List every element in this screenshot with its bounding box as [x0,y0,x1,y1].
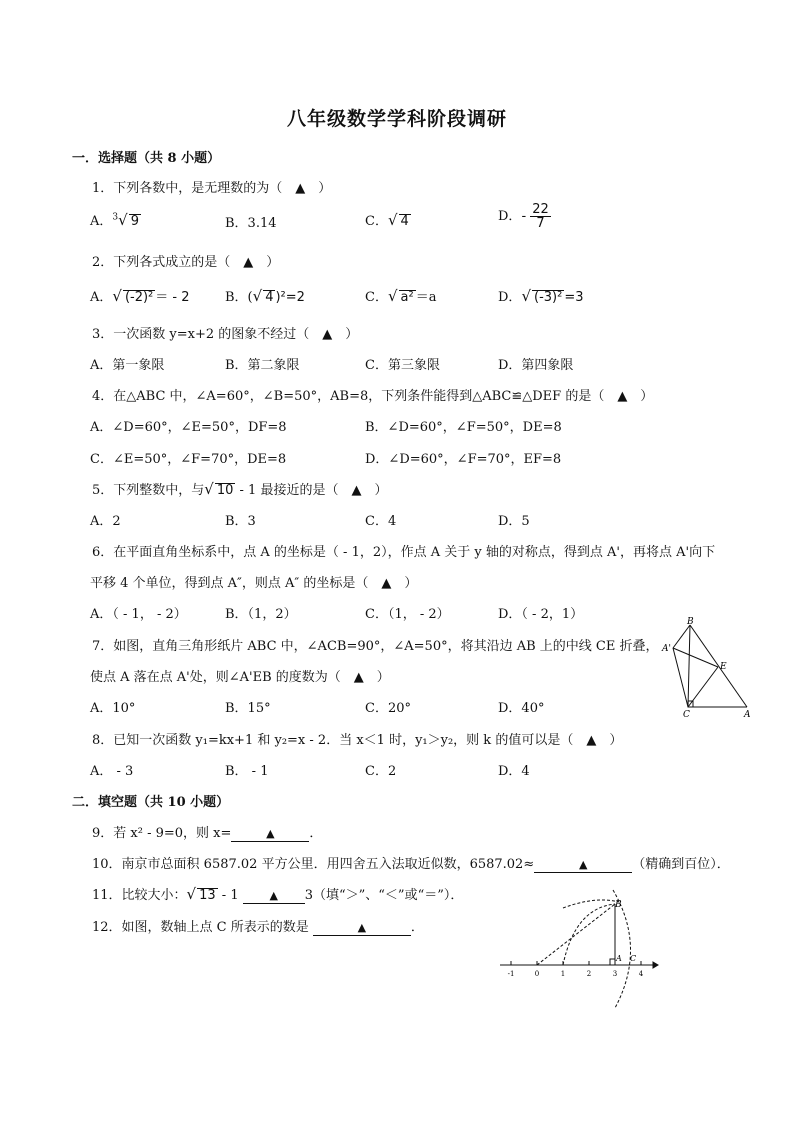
q7-option-b: B．15° [225,701,271,716]
q8-option-b: B． - 1 [225,764,269,779]
q2-option-b: B．(√ 4 )²=2 [225,287,305,305]
q3-option-b: B．第二象限 [225,358,300,373]
question-2-stem: 2．下列各式成立的是（ ▲ ） [92,255,280,270]
tick-label: 2 [586,970,592,978]
q7-option-d: D．40° [498,701,545,716]
label-b: B [615,900,622,910]
answer-blank[interactable]: ▲ [534,858,632,873]
q5-option-c: C．4 [365,514,397,529]
question-12: 12．如图，数轴上点 C 所表示的数是 ▲ ． [92,920,424,935]
q4-option-a: A．∠D=60°，∠E=50°，DF=8 [90,420,287,435]
radicand: 4 [400,214,409,229]
q8-option-c: C．2 [365,764,397,779]
q4-option-b: B．∠D=60°，∠F=50°，DE=8 [365,420,562,435]
question-1-stem: 1．下列各数中，是无理数的为（ ▲ ） [92,181,332,196]
question-4-stem: 4．在△ABC 中，∠A=60°，∠B=50°，AB=8，下列条件能得到△ABC≌△DEF 的是（ ▲ ） [92,389,654,404]
question-5-stem: 5．下列整数中，与√ 10 - 1 最接近的是（ ▲ ） [92,480,388,498]
label-e: E [720,662,727,672]
q1-option-c: C．√ 4 [365,211,409,229]
label-a: A [744,710,751,720]
q3-option-d: D．第四象限 [498,358,574,373]
q6-option-d: D．（ - 2，1） [498,607,584,622]
q1-option-a: A．$^3$√ 9 [90,211,139,229]
q1-option-b: B．3.14 [225,216,277,231]
edge-a1b [673,625,690,648]
question-6-line1: 6．在平面直角坐标系中，点 A 的坐标是（ - 1，2），作点 A 关于 y 轴的对称点，得到点 A'，再将点 A'向下 [92,545,716,560]
q8-option-a: A． - 3 [90,764,134,779]
q5-option-d: D．5 [498,514,530,529]
label-c: C [630,954,637,963]
tick-label: 0 [534,970,540,978]
q6-option-b: B．（1，2） [225,607,297,622]
tick-label: 1 [560,970,566,978]
q2-option-d: D．√ (-3)² =3 [498,287,584,305]
right-angle-mark [610,959,615,965]
edge-a1e [673,648,718,667]
section-fill-heading: 二．填空题（共 10 小题） [72,795,230,810]
tick-label: 3 [612,970,618,978]
q5-option-b: B．3 [225,514,256,529]
label-b: B [687,617,694,627]
radicand: 9 [130,214,139,229]
arc-2 [563,900,619,908]
answer-blank[interactable]: ▲ [243,889,305,904]
question-7-line2: 使点 A 落在点 A'处，则∠A'EB 的度数为（ ▲ ） [90,670,390,685]
q2-option-c: C．√ a² ＝a [365,287,437,305]
q2-option-a: A．√ (-2)² ＝ - 2 [90,287,190,305]
edge-ba [690,625,747,707]
q6-option-a: A．（ - 1， - 2） [90,607,187,622]
label-a: A [616,954,622,963]
question-9: 9．若 x² - 9=0，则 x= ▲ ． [92,826,323,841]
q3-option-a: A．第一象限 [90,358,165,373]
q4-option-d: D．∠D=60°，∠F=70°，EF=8 [365,452,562,467]
segment-ob [537,904,615,965]
q12-number-line-figure [495,888,660,1013]
question-6-line2: 平移 4 个单位，得到点 A″，则点 A″ 的坐标是（ ▲ ） [90,576,418,591]
section-choice-heading: 一．选择题（共 8 小题） [72,151,221,166]
question-10: 10．南京市总面积 6587.02 平方公里．用四舍五入法取近似数，6587.02≈ ▲ （精确到百位）． [92,857,730,872]
edge-bc [688,625,690,707]
page-title: 八年级数学学科阶段调研 [286,108,507,130]
label-c: C [683,710,690,720]
q7-option-a: A．10° [90,701,136,716]
q5-option-a: A．2 [90,514,121,529]
tick-label: -1 [507,970,515,978]
answer-blank[interactable]: ▲ [313,921,411,936]
question-7-line1: 7．如图，直角三角形纸片 ABC 中，∠ACB=90°，∠A=50°，将其沿边 AB 上的中线 CE 折叠， [92,639,659,654]
fraction: $\frac{22}{7}$ [532,202,549,231]
tick-label: 4 [638,970,644,978]
q8-option-d: D．4 [498,764,530,779]
question-3-stem: 3．一次函数 y=x+2 的图象不经过（ ▲ ） [92,327,359,342]
question-11: 11．比较大小：√ 13 - 1 ▲ 3（填“＞”、“＜”或“＝”）． [92,885,464,903]
cube-root-index: 3 [112,212,119,223]
arc-1 [563,904,615,965]
label-a-prime: A' [662,644,671,654]
answer-blank[interactable]: ▲ [231,827,309,842]
edge-a1c [673,648,688,707]
question-8-stem: 8．已知一次函数 y₁=kx+1 和 y₂=x - 2．当 x＜1 时，y₁＞y₂，则 k 的值可以是（ ▲ ） [92,733,623,748]
q1-option-d: D．- $\frac{22}{7}$ [498,202,549,231]
q7-triangle-figure [655,615,755,721]
q7-option-c: C．20° [365,701,411,716]
q4-option-c: C．∠E=50°，∠F=70°，DE=8 [90,452,287,467]
q6-option-c: C．（1， - 2） [365,607,450,622]
axis-arrow-icon [653,962,658,968]
q3-option-c: C．第三象限 [365,358,440,373]
